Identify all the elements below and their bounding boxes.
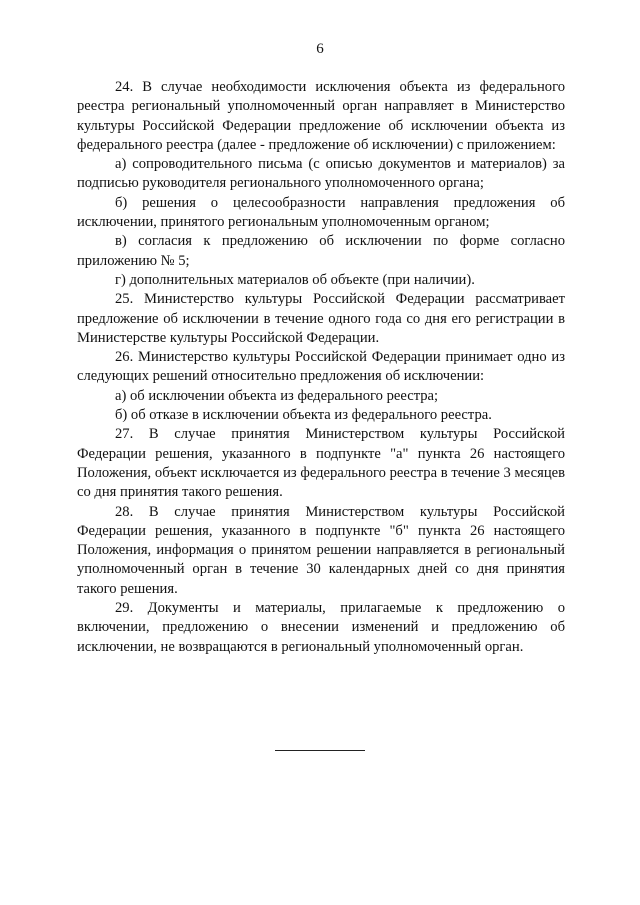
page-number: 6 — [316, 41, 324, 57]
paragraph-28: 28. В случае принятия Министерством культуры Российской Федерации решения, указанного в подпункте "б" пункта 26 настоящего Положения, информация о принятом решении направляется в региональный уполномоченный орган в течение 30 календарных дней со дня принятия такого решения. — [77, 503, 565, 597]
paragraph-24-a: а) сопроводительного письма (с описью документов и материалов) за подписью руководителя регионального уполномоченного органа; — [77, 156, 565, 192]
paragraph-26-b: б) об отказе в исключении объекта из федерального реестра. — [115, 407, 492, 424]
paragraph-26-a: а) об исключении объекта из федерального реестра; — [115, 387, 439, 404]
paragraph-27: 27. В случае принятия Министерством культуры Российской Федерации решения, указанного в подпункте "а" пункта 26 настоящего Положения, объект исключается из федерального реестра в течение 3 месяцев со дня принятия такого решения. — [77, 426, 565, 501]
paragraph-24-g: г) дополнительных материалов об объекте (при наличии). — [115, 271, 475, 288]
paragraph-25: 25. Министерство культуры Российской Федерации рассматривает предложение об исключении в течение одного года со дня его регистрации в Министерстве культуры Российской Федерации. — [77, 291, 565, 346]
paragraph-24-b: б) решения о целесообразности направления предложения об исключении, принятого региональным уполномоченным органом; — [77, 194, 565, 231]
paragraph-24-v: в) согласия к предложению об исключении по форме согласно приложению № 5; — [77, 233, 565, 269]
paragraph-24: 24. В случае необходимости исключения объекта из федерального реестра региональный уполномоченный орган направляет в Министерство культуры Российской Федерации предложение об исключении объекта из федерального реестра (далее - предложение об исключении) с приложением: — [77, 79, 565, 153]
paragraph-26: 26. Министерство культуры Российской Федерации принимает одно из следующих решений относительно предложения об исключении: — [77, 349, 565, 385]
paragraph-29: 29. Документы и материалы, прилагаемые к предложению о включении, предложению о внесении изменений и предложению об исключении, не возвращаются в региональный уполномоченный орган. — [77, 600, 565, 655]
end-of-document-divider — [275, 750, 365, 751]
document-body — [77, 78, 565, 657]
